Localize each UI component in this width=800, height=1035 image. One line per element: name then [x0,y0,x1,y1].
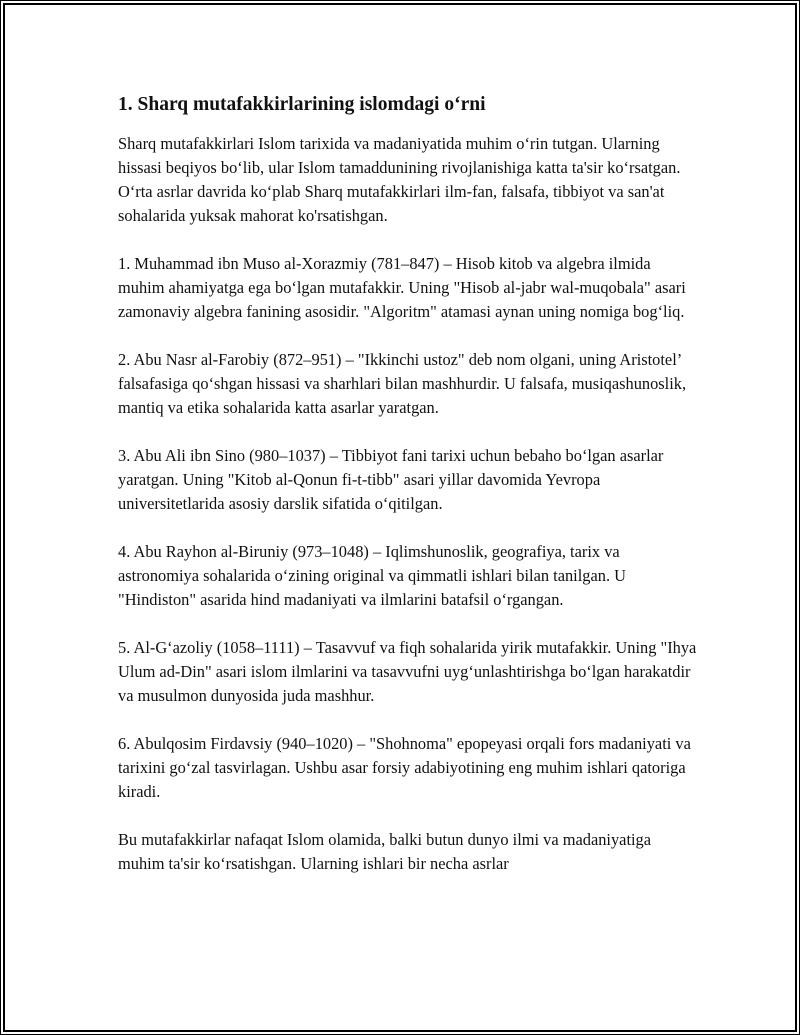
section-heading: 1. Sharq mutafakkirlarining islomdagi o‘rni [118,94,486,115]
intro-paragraph: Sharq mutafakkirlari Islom tarixida va madaniyatida muhim o‘rin tutgan. Ularning hissasi beqiyos bo‘lib, ular Islom tamaddunining rivojlanishiga katta ta'sir ko‘rsatgan. O‘rta asrlar davrida ko‘plab Sharq mutafakkirlari ilm-fan, falsafa, tibbiyot va san'at sohalarida yuksak mahorat ko'rsatishgan. [118,134,681,225]
paragraph-gazoliy: 5. Al-G‘azoliy (1058–1111) – Tasavvuf va fiqh sohalarida yirik mutafakkir. Uning "Ihya Ulum ad-Din" asari islom ilmlarini va tasavvufni uyg‘unlashtirishga bo‘lgan harakatdir va musulmon dunyosida juda mashhur. [118,638,697,705]
document-body [118,92,698,900]
paragraph-ibn-sino: 3. Abu Ali ibn Sino (980–1037) – Tibbiyot fani tarixi uchun bebaho bo‘lgan asarlar yaratgan. Uning "Kitob al-Qonun fi-t-tibb" asari yillar davomida Yevropa universitetlarida asosiy darslik sifatida o‘qitilgan. [118,446,664,513]
paragraph-biruniy: 4. Abu Rayhon al-Biruniy (973–1048) – Iqlimshunoslik, geografiya, tarix va astronomiya sohalarida o‘zining original va qimmatli ishlari bilan tanilgan. U "Hindiston" asarida hind madaniyati va ilmlarini batafsil o‘rgangan. [118,542,626,609]
paragraph-xorazmiy: 1. Muhammad ibn Muso al-Xorazmiy (781–847) – Hisob kitob va algebra ilmida muhim ahamiyatga ega bo‘lgan mutafakkir. Uning "Hisob al-jabr wal-muqobala" asari zamonaviy algebra fanining asosidir. "Algoritm" atamasi aynan uning nomiga bog‘liq. [118,254,686,321]
closing-paragraph: Bu mutafakkirlar nafaqat Islom olamida, balki butun dunyo ilmi va madaniyatiga muhim ta'sir ko‘rsatishgan. Ularning ishlari bir necha asrlar [118,830,652,873]
paragraph-firdavsiy: 6. Abulqosim Firdavsiy (940–1020) – "Shohnoma" epopeyasi orqali fors madaniyati va tarixini go‘zal tasvirlagan. Ushbu asar forsiy adabiyotining eng muhim ishlari qatoriga kiradi. [118,734,691,801]
paragraph-farobiy: 2. Abu Nasr al-Farobiy (872–951) – "Ikkinchi ustoz" deb nom olgani, uning Aristotel’ falsafasiga qo‘shgan hissasi va sharhlari bilan mashhurdir. U falsafa, musiqashunoslik, mantiq va etika sohalarida katta asarlar yaratgan. [118,350,687,417]
